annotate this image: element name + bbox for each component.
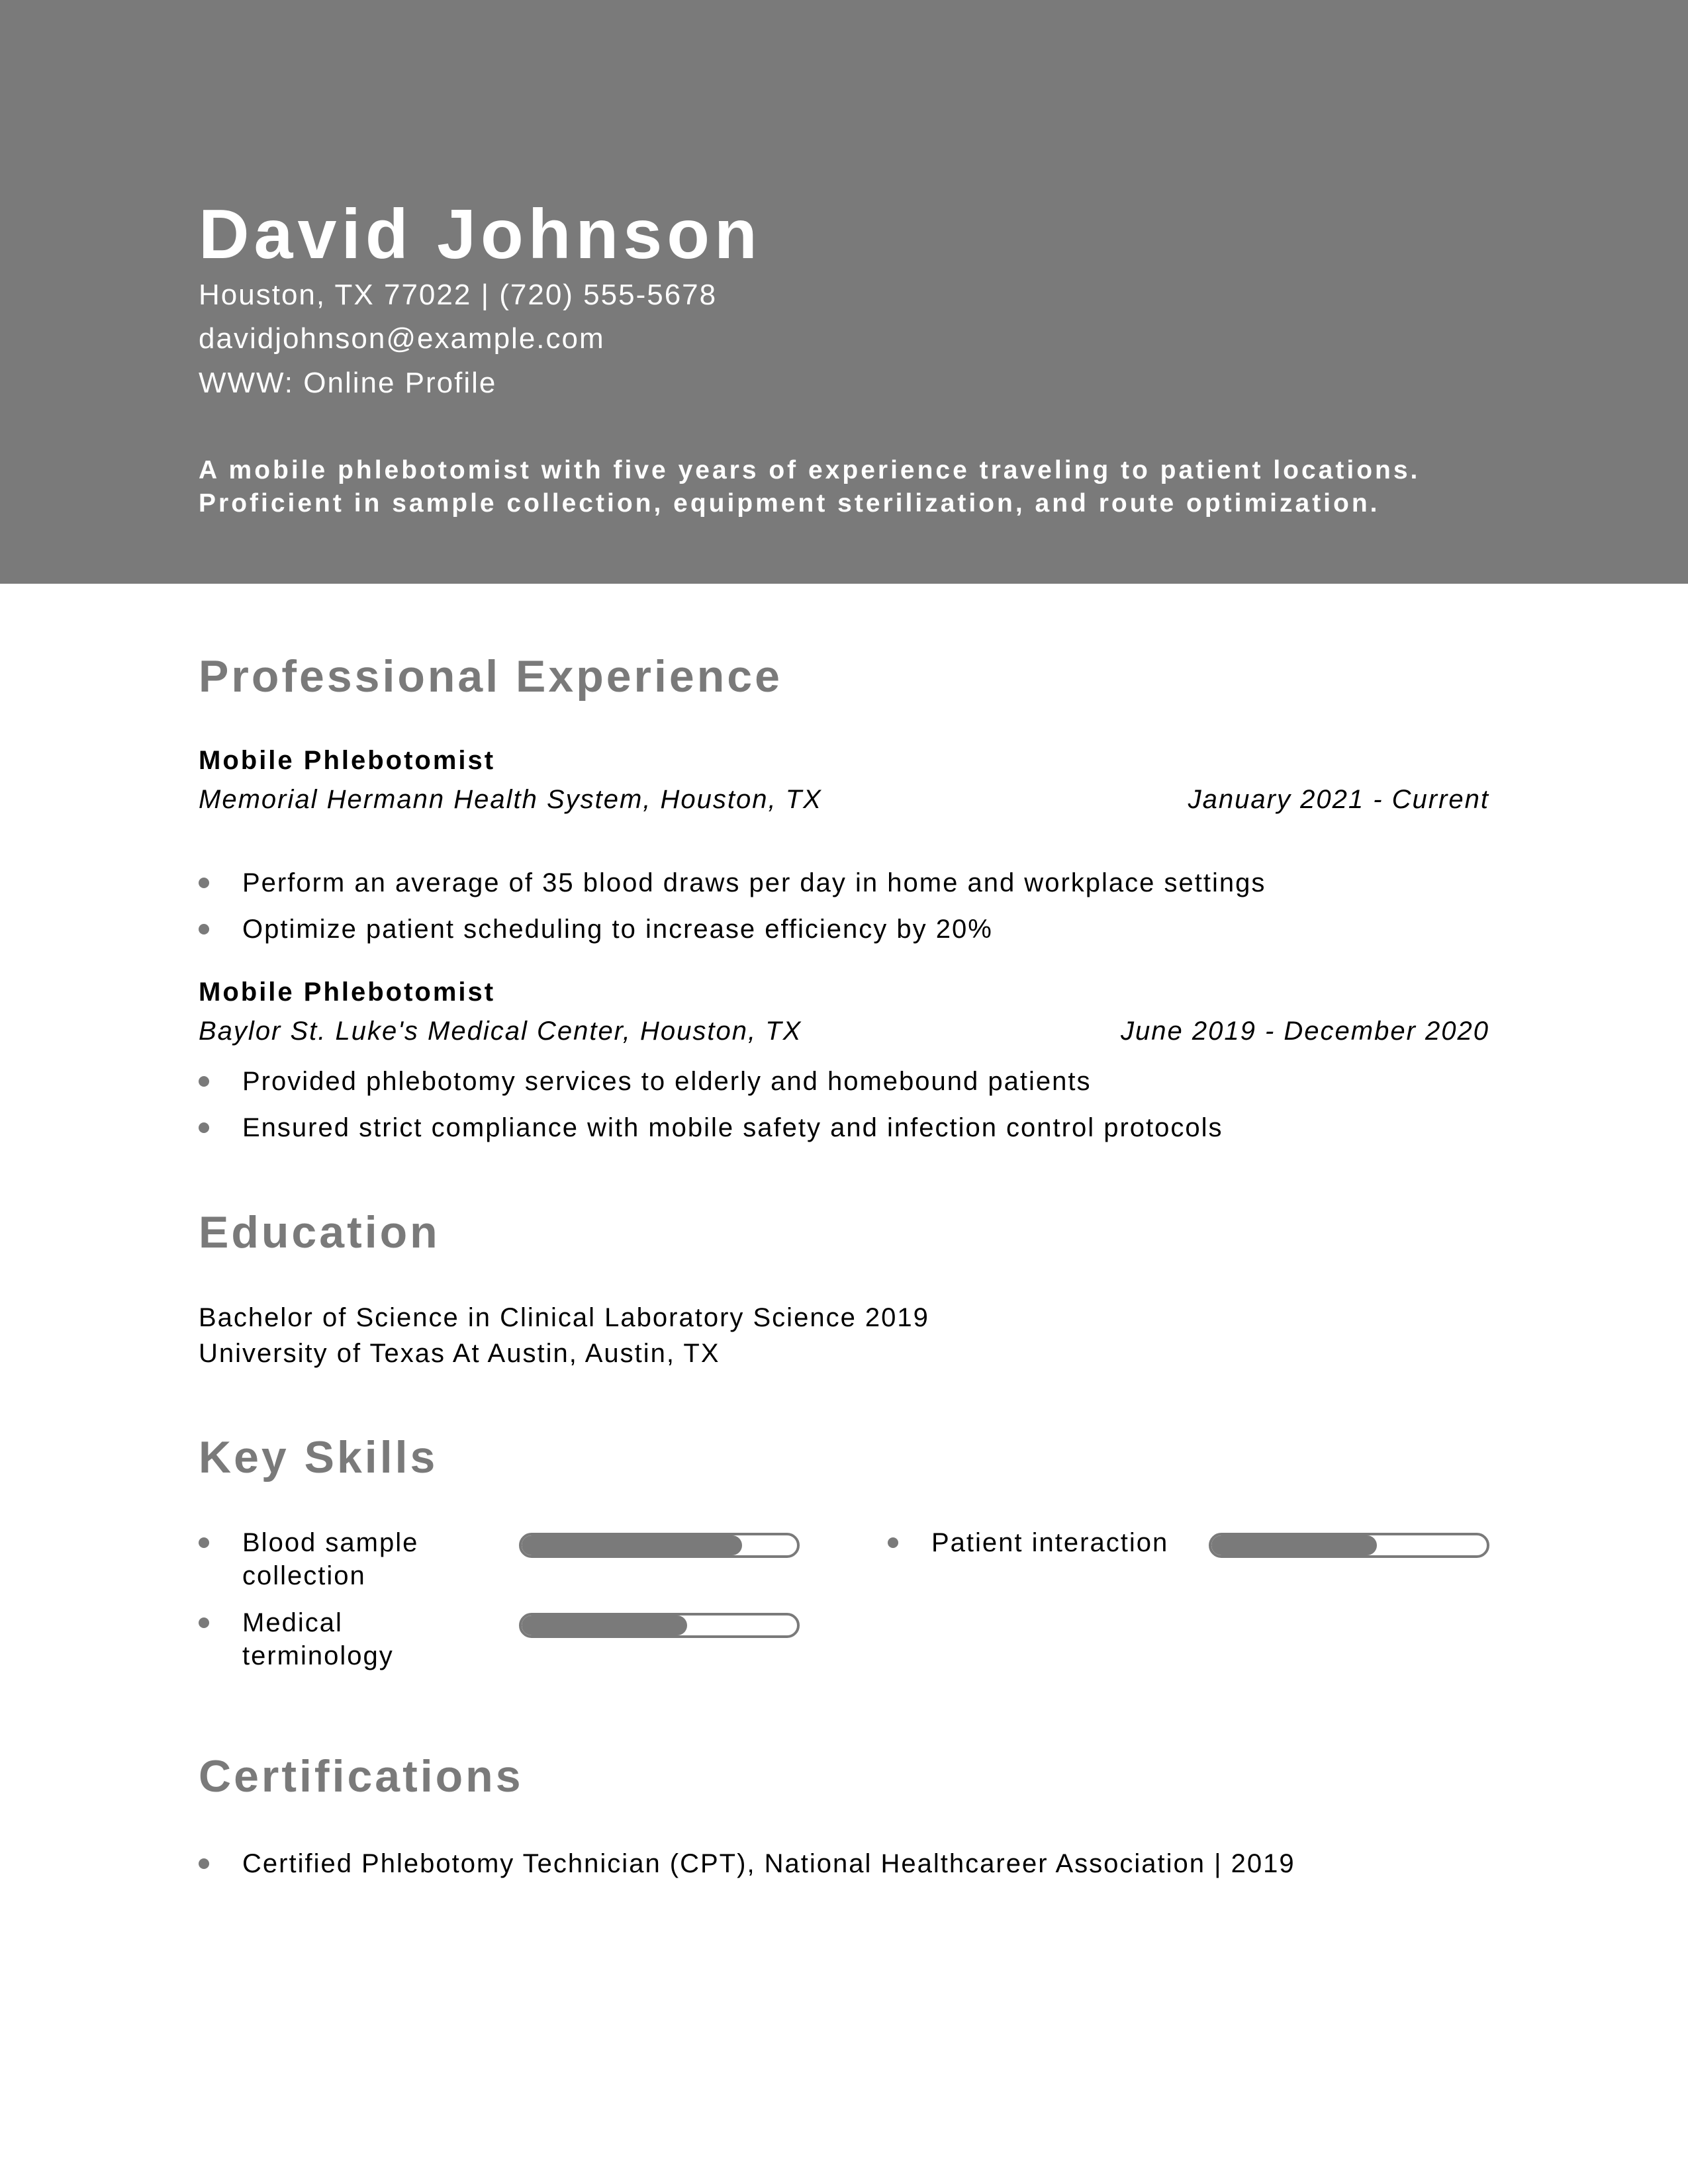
education-heading: Education [199, 1207, 440, 1257]
skills-heading: Key Skills [199, 1432, 438, 1482]
contact-website[interactable]: WWW: Online Profile [199, 367, 497, 399]
education-degree: Bachelor of Science in Clinical Laboratory Science 2019 [199, 1303, 929, 1332]
skill-label: Patient interaction [931, 1528, 1169, 1557]
job-organization: Memorial Hermann Health System, Houston, TX [199, 785, 822, 814]
certification-text: Certified Phlebotomy Technician (CPT), National Healthcareer Association | 2019 [242, 1849, 1295, 1878]
skill-label: Medical terminology [242, 1608, 394, 1670]
job-dates: June 2019 - December 2020 [1121, 1017, 1489, 1046]
contact-email[interactable]: davidjohnson@example.com [199, 322, 605, 355]
bullet-icon [199, 878, 209, 888]
experience-heading: Professional Experience [199, 651, 782, 702]
skill-label: Blood sample collection [242, 1528, 419, 1590]
skill-item [199, 1526, 801, 1592]
bullet-icon [199, 1858, 209, 1869]
professional-summary: A mobile phlebotomist with five years of experience traveling to patient locations. Proficient in sample collection, equipment sterilization, and route optimization. [199, 456, 1421, 518]
bullet-icon [199, 924, 209, 934]
bullet-text: Optimize patient scheduling to increase efficiency by 20% [242, 915, 993, 944]
bullet-icon [199, 1617, 209, 1628]
skill-level-bar [519, 1533, 800, 1558]
skill-item [888, 1526, 1490, 1592]
bullet-text: Provided phlebotomy services to elderly and homebound patients [242, 1067, 1092, 1096]
bullet-text: Perform an average of 35 blood draws per day in home and workplace settings [242, 868, 1266, 897]
certifications-heading: Certifications [199, 1751, 524, 1801]
job-dates: January 2021 - Current [1188, 785, 1489, 814]
skill-level-fill [522, 1535, 742, 1555]
job-title: Mobile Phlebotomist [199, 978, 496, 1007]
skill-level-bar [1209, 1533, 1489, 1558]
job-organization: Baylor St. Luke's Medical Center, Houston, TX [199, 1017, 802, 1046]
bullet-icon [888, 1537, 898, 1548]
bullet-icon [199, 1537, 209, 1548]
education-school: University of Texas At Austin, Austin, TX [199, 1339, 720, 1368]
bullet-icon [199, 1122, 209, 1133]
contact-address-phone: Houston, TX 77022 | (720) 555-5678 [199, 279, 718, 311]
skill-level-fill [522, 1615, 687, 1635]
candidate-name: David Johnson [199, 195, 762, 273]
resume-header [0, 0, 1688, 584]
skill-level-fill [1211, 1535, 1377, 1555]
skill-item [199, 1606, 801, 1672]
bullet-text: Ensured strict compliance with mobile safety and infection control protocols [242, 1113, 1223, 1142]
skill-level-bar [519, 1613, 800, 1638]
bullet-icon [199, 1076, 209, 1087]
job-title: Mobile Phlebotomist [199, 746, 496, 775]
